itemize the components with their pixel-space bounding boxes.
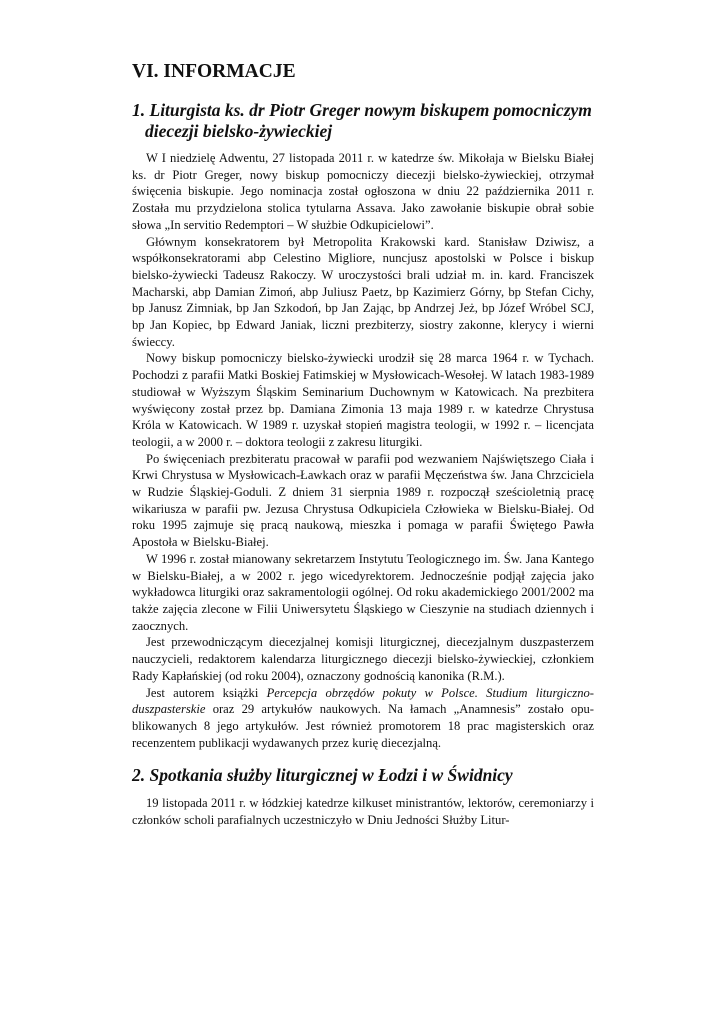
section-2-paragraph-1: 19 listopada 2011 r. w łódzkiej katedrze kilkuset ministrantów, lektorów, ceremoniarzy i członków scholi parafialnych uczestniczyło w Dniu Jedności Służby Litur- <box>132 796 594 828</box>
section-2-title: 2. Spotkania służby liturgicznej w Łodzi i w Świdnicy <box>132 765 513 786</box>
paragraph-text-after: oraz 29 artykułów naukowych. Na łamach „Anamnesis” zostało opublikowanych 8 jego artykułów. Jest również promotorem 18 prac magisterskich oraz recenzentem publikacji wydawanych przez kurię diecezjalną. <box>132 702 594 750</box>
paragraph-text-before: Jest autorem książki <box>146 685 267 700</box>
section-1-paragraph-7 <box>132 685 594 752</box>
document-page <box>132 58 594 829</box>
part-title: VI. INFORMACJE <box>132 61 296 82</box>
section-1-paragraph-2: Głównym konsekratorem był Metropolita Krakowski kard. Stanisław Dziwisz, a współkonsekratorami abp Celestino Migliore, nuncjusz apostolski w Polsce i biskup bielsko-żywiecki Tadeusz Rakoczy. W uroczystości brali udział m. in. kard. Franciszek Macharski, abp Damian Zimoń, abp Juliusz Paetz, bp Kazimierz Górny, bp Stefan Cichy, bp Janusz Zimniak, bp Jan Szkodoń, bp Jan Zając, bp Andrzej Jeż, bp Józef Wróbel SCJ, bp Jan Kopiec, bp Edward Janiak, liczni prezbiterzy, siostry zakonne, klerycy i wierni świeccy. <box>132 234 594 349</box>
section-1-paragraph-6: Jest przewodniczącym diecezjalnej komisji liturgicznej, diecezjalnym duszpasterzem nauczycieli, redaktorem kalendarza liturgicznego diecezji bielsko-żywieckiej, członkiem Rady Kapłańskiej (od roku 2004), oznaczony godnością kanonika (R.M.). <box>132 635 594 683</box>
section-1-paragraph-3: Nowy biskup pomocniczy bielsko-żywiecki urodził się 28 marca 1964 r. w Tychach. Pochodzi z parafii Matki Boskiej Fatimskiej w Mysłowicach-Wesołej. W latach 1983-1989 studiował w Wyższym Śląskim Seminarium Duchownym w Katowicach. Na prezbitera wyświęcony został przez bp. Damiana Zimonia 13 maja 1989 r. w katedrze Chrystusa Króla w Katowicach. W 1989 r. uzyskał stopień magistra teologii, w 1992 r. – licencjata teologii, a w 2000 r. – doktora teologii z zakresu liturgiki. <box>132 351 594 449</box>
section-1-paragraph-5: W 1996 r. został mianowany sekretarzem Instytutu Teologicznego im. Św. Jana Kantego w Bielsku-Białej, a w 2002 r. jego wicedyrektorem. Jednocześnie podjął zajęcia jako wykładowca liturgiki oraz sakramentologii ogólnej. Od roku akademickiego 2001/2002 ma także zajęcia zlecone w Filii Uniwersytetu Śląskiego w Cieszynie na studiach dziennych i zaocznych. <box>132 551 594 633</box>
section-1-paragraph-1: W I niedzielę Adwentu, 27 listopada 2011 r. w katedrze św. Mikołaja w Bielsku Białej ks. dr Piotr Greger, nowy biskup pomocniczy diecezji bielsko-żywieckiej, otrzymał święcenia biskupie. Jego nominacja został ogłoszona w dniu 22 października 2011 r. Została mu przydzielona stolica tytularna Assava. Jako zawołanie biskupie obrał sobie słowa „In servitio Redemptori – W służbie Odkupicielowi”. <box>132 151 594 232</box>
section-1-title: 1. Liturgista ks. dr Piotr Greger nowym biskupem pomocniczym diecezji bielsko-żywieckiej <box>132 100 592 141</box>
section-1-paragraph-4: Po święceniach prezbiteratu pracował w parafii pod wezwaniem Najświętszego Ciała i Krwi Chrystusa w Mysłowicach-Ławkach oraz w parafii Męczeństwa św. Jana Chrzciciela w Rudzie Śląskiej-Goduli. Z dniem 31 sierpnia 1989 r. rozpoczął sześcioletnią pracę wikariusza w parafii pw. Jezusa Chrystusa Odkupiciela Człowieka w Bielsku-Białej. Od roku 1995 zajmuje się pracą naukową, mieszka i pomaga w parafii Świętego Pawła Apostoła w Bielsku-Białej. <box>132 451 594 550</box>
book-title: Percepcja obrzędów pokuty w Polsce. Studium liturgiczno-duszpasterskie <box>132 685 594 717</box>
